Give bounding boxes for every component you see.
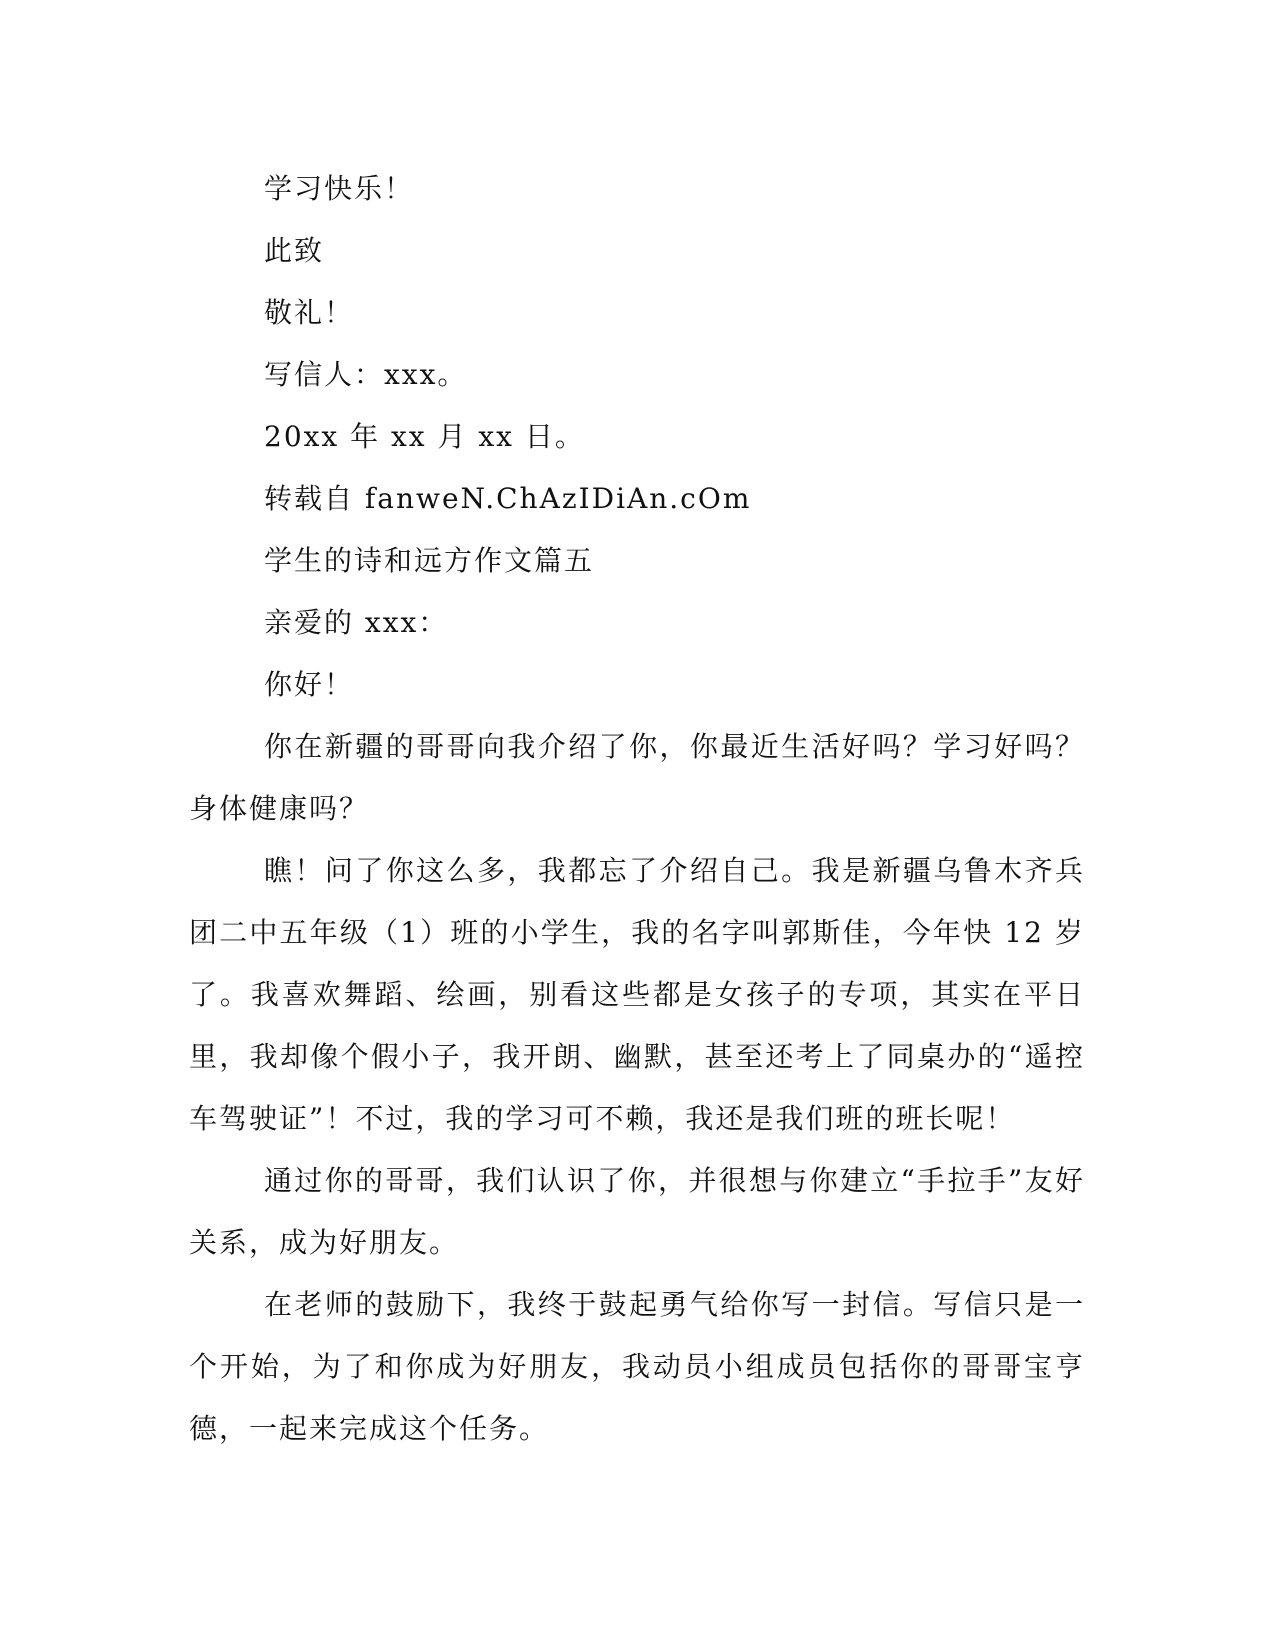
section-title: 学生的诗和远方作文篇五 xyxy=(264,544,595,577)
closing-date: 20xx 年 xx 月 xx 日。 xyxy=(264,420,585,453)
body-paragraph: 通过你的哥哥，我们认识了你，并很想与你建立“手拉手”友好关系，成为好朋友。 xyxy=(189,1164,1085,1259)
source-note: 转载自 fanweN.ChAzIDiAn.cOm xyxy=(264,482,752,515)
closing-wish: 学习快乐！ xyxy=(264,172,415,205)
closing-cizhi: 此致 xyxy=(264,234,325,267)
letter-salutation: 亲爱的 xxx： xyxy=(264,606,449,639)
body-paragraph: 瞧！问了你这么多，我都忘了介绍自己。我是新疆乌鲁木齐兵团二中五年级（1）班的小学生，我的名字叫郭斯佳，今年快 12 岁了。我喜欢舞蹈、绘画，别看这些都是女孩子的专项，其实在平日里，我却像个假小子，我开朗、幽默，甚至还考上了同桌办的“遥控车驾驶证”！不过，我的学习可不赖，我还是我们班的班长呢！ xyxy=(189,854,1085,1135)
document-body xyxy=(189,158,1085,1460)
letter-greeting: 你好！ xyxy=(264,668,355,701)
closing-signature: 写信人：xxx。 xyxy=(264,358,468,391)
body-paragraph: 你在新疆的哥哥向我介绍了你，你最近生活好吗？学习好吗？身体健康吗？ xyxy=(189,730,1085,825)
closing-jingli: 敬礼！ xyxy=(264,296,355,329)
body-paragraph: 在老师的鼓励下，我终于鼓起勇气给你写一封信。写信只是一个开始，为了和你成为好朋友，我动员小组成员包括你的哥哥宝亨德，一起来完成这个任务。 xyxy=(189,1288,1085,1445)
